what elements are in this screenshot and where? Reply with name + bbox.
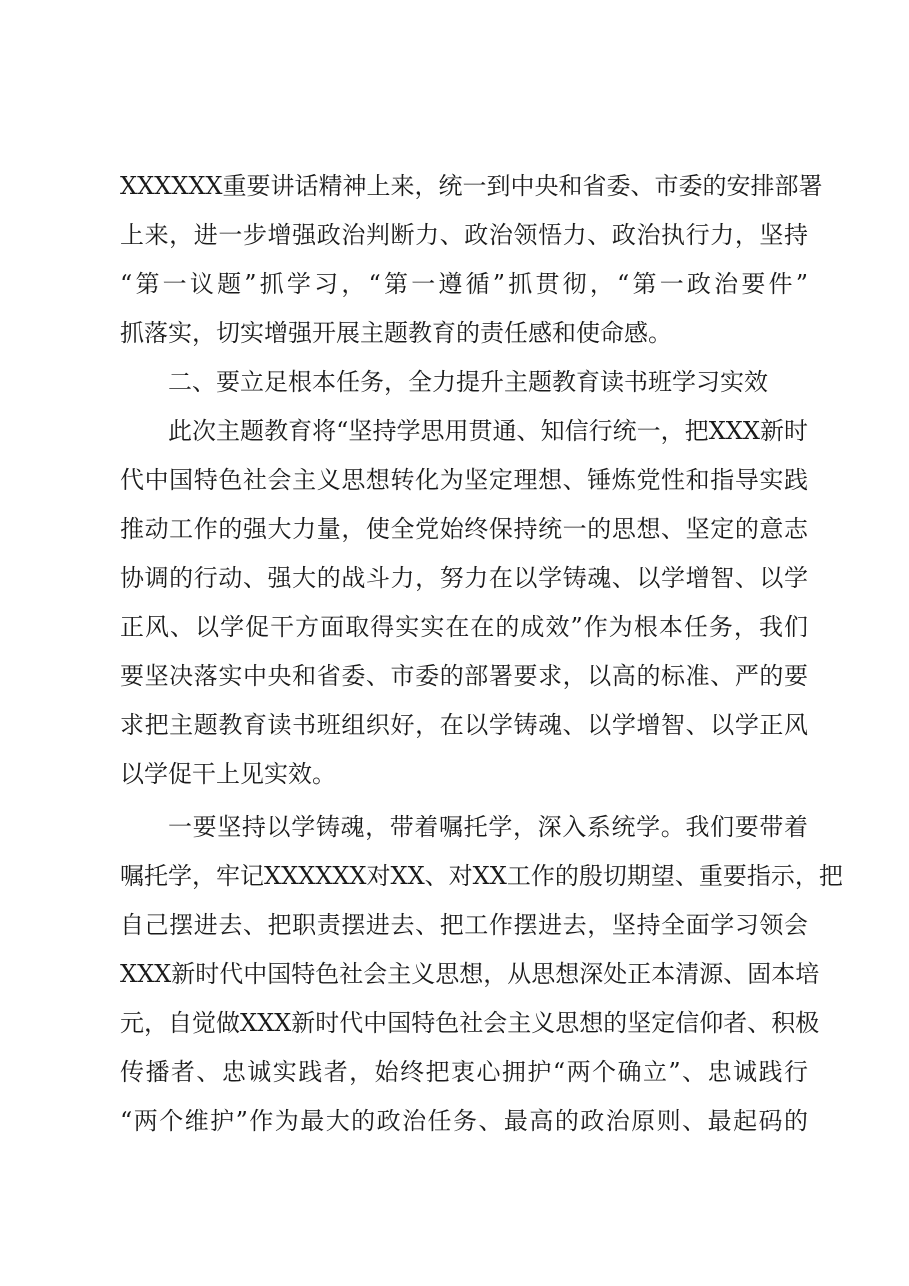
text-line: 求把主题教育读书班组织好，在以学铸魂、以学增智、以学正风	[120, 711, 808, 739]
text-line: 上来，进一步增强政治判断力、政治领悟力、政治执行力，坚持	[120, 221, 808, 249]
paragraph-1	[120, 162, 823, 358]
text-line: “两个维护”作为最大的政治任务、最高的政治原则、最起码的	[120, 1107, 808, 1135]
text-line: 此次主题教育将“坚持学思用贯通、知信行统一，把XXX新时	[168, 417, 808, 445]
text-line: XXX新时代中国特色社会主义思想，从思想深处正本清源、固本培	[120, 960, 820, 988]
text-line: 抓落实，切实增强开展主题教育的责任感和使命感。	[120, 319, 672, 347]
text-line: 要坚决落实中央和省委、市委的部署要求，以高的标准、严的要	[120, 662, 808, 690]
text-line: XXXXXX重要讲话精神上来，统一到中央和省委、市委的安排部署	[120, 172, 823, 200]
text-line: 传播者、忠诚实践者，始终把衷心拥护“两个确立”、忠诚践行	[120, 1058, 808, 1086]
text-line: 正风、以学促干方面取得实实在在的成效”作为根本任务，我们	[120, 613, 808, 641]
text-line: “第一议题”抓学习，“第一遵循”抓贯彻，“第一政治要件”	[120, 270, 808, 298]
text-line: 协调的行动、强大的战斗力，努力在以学铸魂、以学增智、以学	[120, 564, 808, 592]
text-line: 代中国特色社会主义思想转化为坚定理想、锤炼党性和指导实践	[120, 466, 808, 494]
text-line: 推动工作的强大力量，使全党始终保持统一的思想、坚定的意志	[120, 515, 808, 543]
text-line: 嘱托学，牢记XXXXXX对XX、对XX工作的殷切期望、重要指示，把	[120, 862, 843, 890]
text-line: 自己摆进去、把职责摆进去、把工作摆进去，坚持全面学习领会	[120, 911, 808, 939]
text-line: 以学促干上见实效。	[120, 760, 336, 788]
paragraph-2	[120, 407, 808, 799]
paragraph-3	[120, 803, 843, 1146]
text-line: 一要坚持以学铸魂，带着嘱托学，深入系统学。我们要带着	[168, 813, 808, 841]
document-body	[120, 162, 843, 1146]
text-line: 元，自觉做XXX新时代中国特色社会主义思想的坚定信仰者、积极	[120, 1009, 820, 1037]
section-heading-2: 二、要立足根本任务，全力提升主题教育读书班学习实效	[168, 368, 768, 396]
